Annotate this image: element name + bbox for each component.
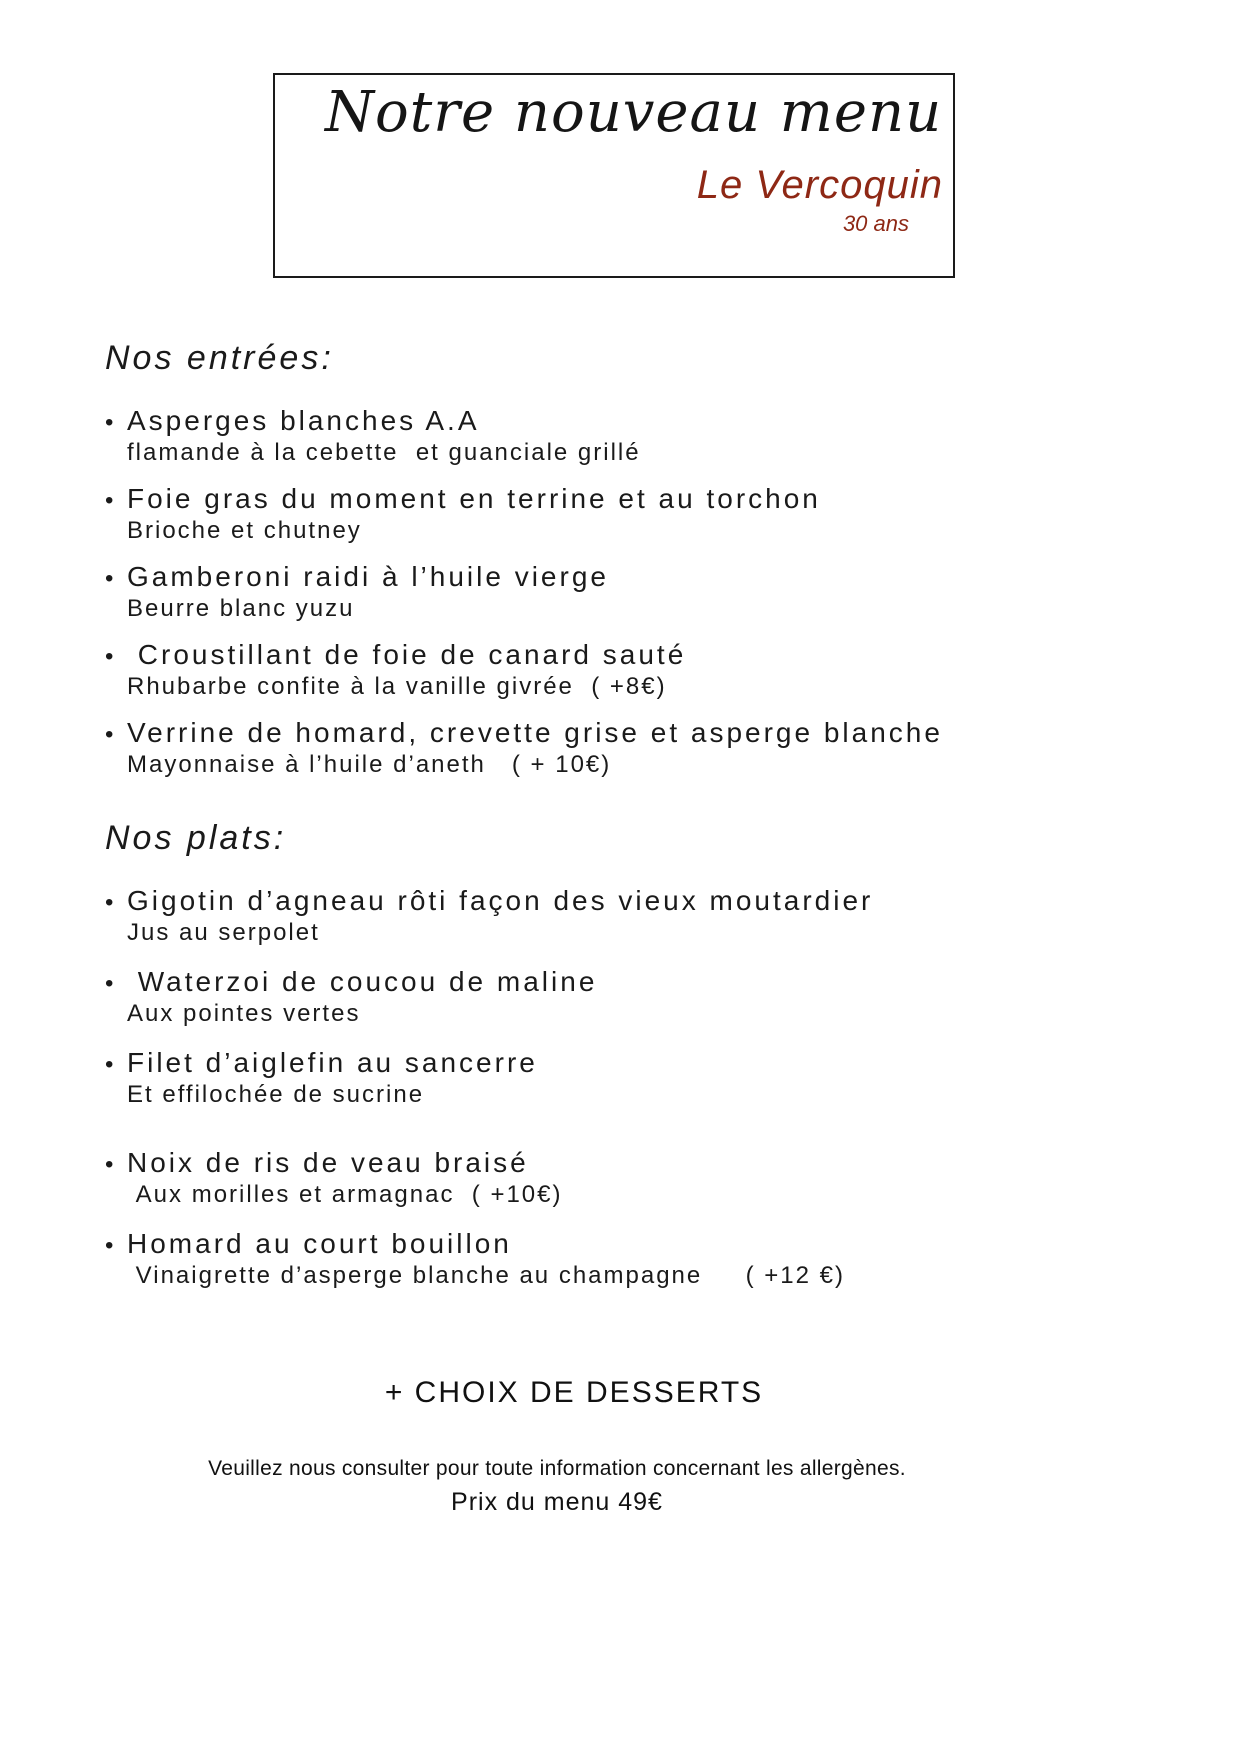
menu-title: Notre nouveau menu (325, 80, 943, 145)
dish-name-row (105, 405, 1165, 439)
dish-name: Homard au court bouillon (127, 1228, 512, 1259)
dish-detail: Jus au serpolet (127, 919, 320, 946)
list-item (105, 639, 1165, 701)
header-box (273, 73, 955, 278)
dish-detail: Mayonnaise à l’huile d’aneth ( + 10€) (127, 751, 612, 778)
dish-name-row (105, 966, 1165, 1000)
dish-name: Gigotin d’agneau rôti façon des vieux moutardier (127, 885, 874, 916)
entrees-list (105, 405, 1165, 779)
list-item (105, 966, 1165, 1028)
desserts-choice-label: + CHOIX DE DESSERTS (384, 1376, 764, 1409)
bullet-icon: • (105, 970, 114, 997)
section-heading-plats: Nos plats: (105, 819, 287, 857)
dish-detail: flamande à la cebette et guanciale grillé (127, 439, 641, 466)
section-heading-entrees: Nos entrées: (105, 339, 334, 377)
dish-detail: Aux morilles et armagnac ( +10€) (127, 1181, 563, 1208)
dish-detail: Beurre blanc yuzu (127, 595, 355, 622)
dish-name-row (105, 483, 1165, 517)
dish-name-row (105, 1147, 1165, 1181)
dish-name-row (105, 561, 1165, 595)
dish-name: Gamberoni raidi à l’huile vierge (127, 561, 609, 592)
dish-name: Asperges blanches A.A (127, 405, 480, 436)
anniversary-label: 30 ans (842, 211, 909, 236)
dish-name: Noix de ris de veau braisé (127, 1147, 529, 1178)
bullet-icon: • (105, 643, 114, 670)
dish-name-row (105, 639, 1165, 673)
bullet-icon: • (105, 1151, 114, 1178)
list-item (105, 483, 1165, 545)
list-item (105, 1047, 1165, 1109)
dish-detail: Et effilochée de sucrine (127, 1081, 425, 1108)
list-item (105, 885, 1165, 947)
list-item (105, 561, 1165, 623)
bullet-icon: • (105, 1232, 114, 1259)
dish-name: Waterzoi de coucou de maline (127, 966, 598, 997)
dish-detail: Brioche et chutney (127, 517, 362, 544)
dish-name-row (105, 1228, 1165, 1262)
dish-detail: Aux pointes vertes (127, 1000, 361, 1027)
dish-name: Croustillant de foie de canard sauté (127, 639, 687, 670)
dish-name-row (105, 885, 1165, 919)
list-item (105, 717, 1165, 779)
section-plats (105, 818, 1165, 1309)
bullet-icon: • (105, 889, 114, 916)
dish-detail: Rhubarbe confite à la vanille givrée ( +8€) (127, 673, 667, 700)
dish-name: Verrine de homard, crevette grise et asperge blanche (127, 717, 943, 748)
bullet-icon: • (105, 565, 114, 592)
bullet-icon: • (105, 1051, 114, 1078)
dish-name-row (105, 717, 1165, 751)
bullet-icon: • (105, 487, 114, 514)
bullet-icon: • (105, 409, 114, 436)
list-item (105, 405, 1165, 467)
dish-name-row (105, 1047, 1165, 1081)
list-item (105, 1228, 1165, 1290)
dish-detail: Vinaigrette d’asperge blanche au champagne ( +12 €) (127, 1262, 845, 1289)
list-item (105, 1147, 1165, 1209)
dish-name: Filet d’aiglefin au sancerre (127, 1047, 538, 1078)
plats-list (105, 885, 1165, 1290)
menu-price: Prix du menu 49€ (451, 1488, 663, 1516)
dish-name: Foie gras du moment en terrine et au torchon (127, 483, 821, 514)
bullet-icon: • (105, 721, 114, 748)
allergens-note: Veuillez nous consulter pour toute information concernant les allergènes. (208, 1457, 906, 1480)
restaurant-name: Le Vercoquin (696, 163, 943, 207)
section-entrees (105, 338, 1165, 795)
